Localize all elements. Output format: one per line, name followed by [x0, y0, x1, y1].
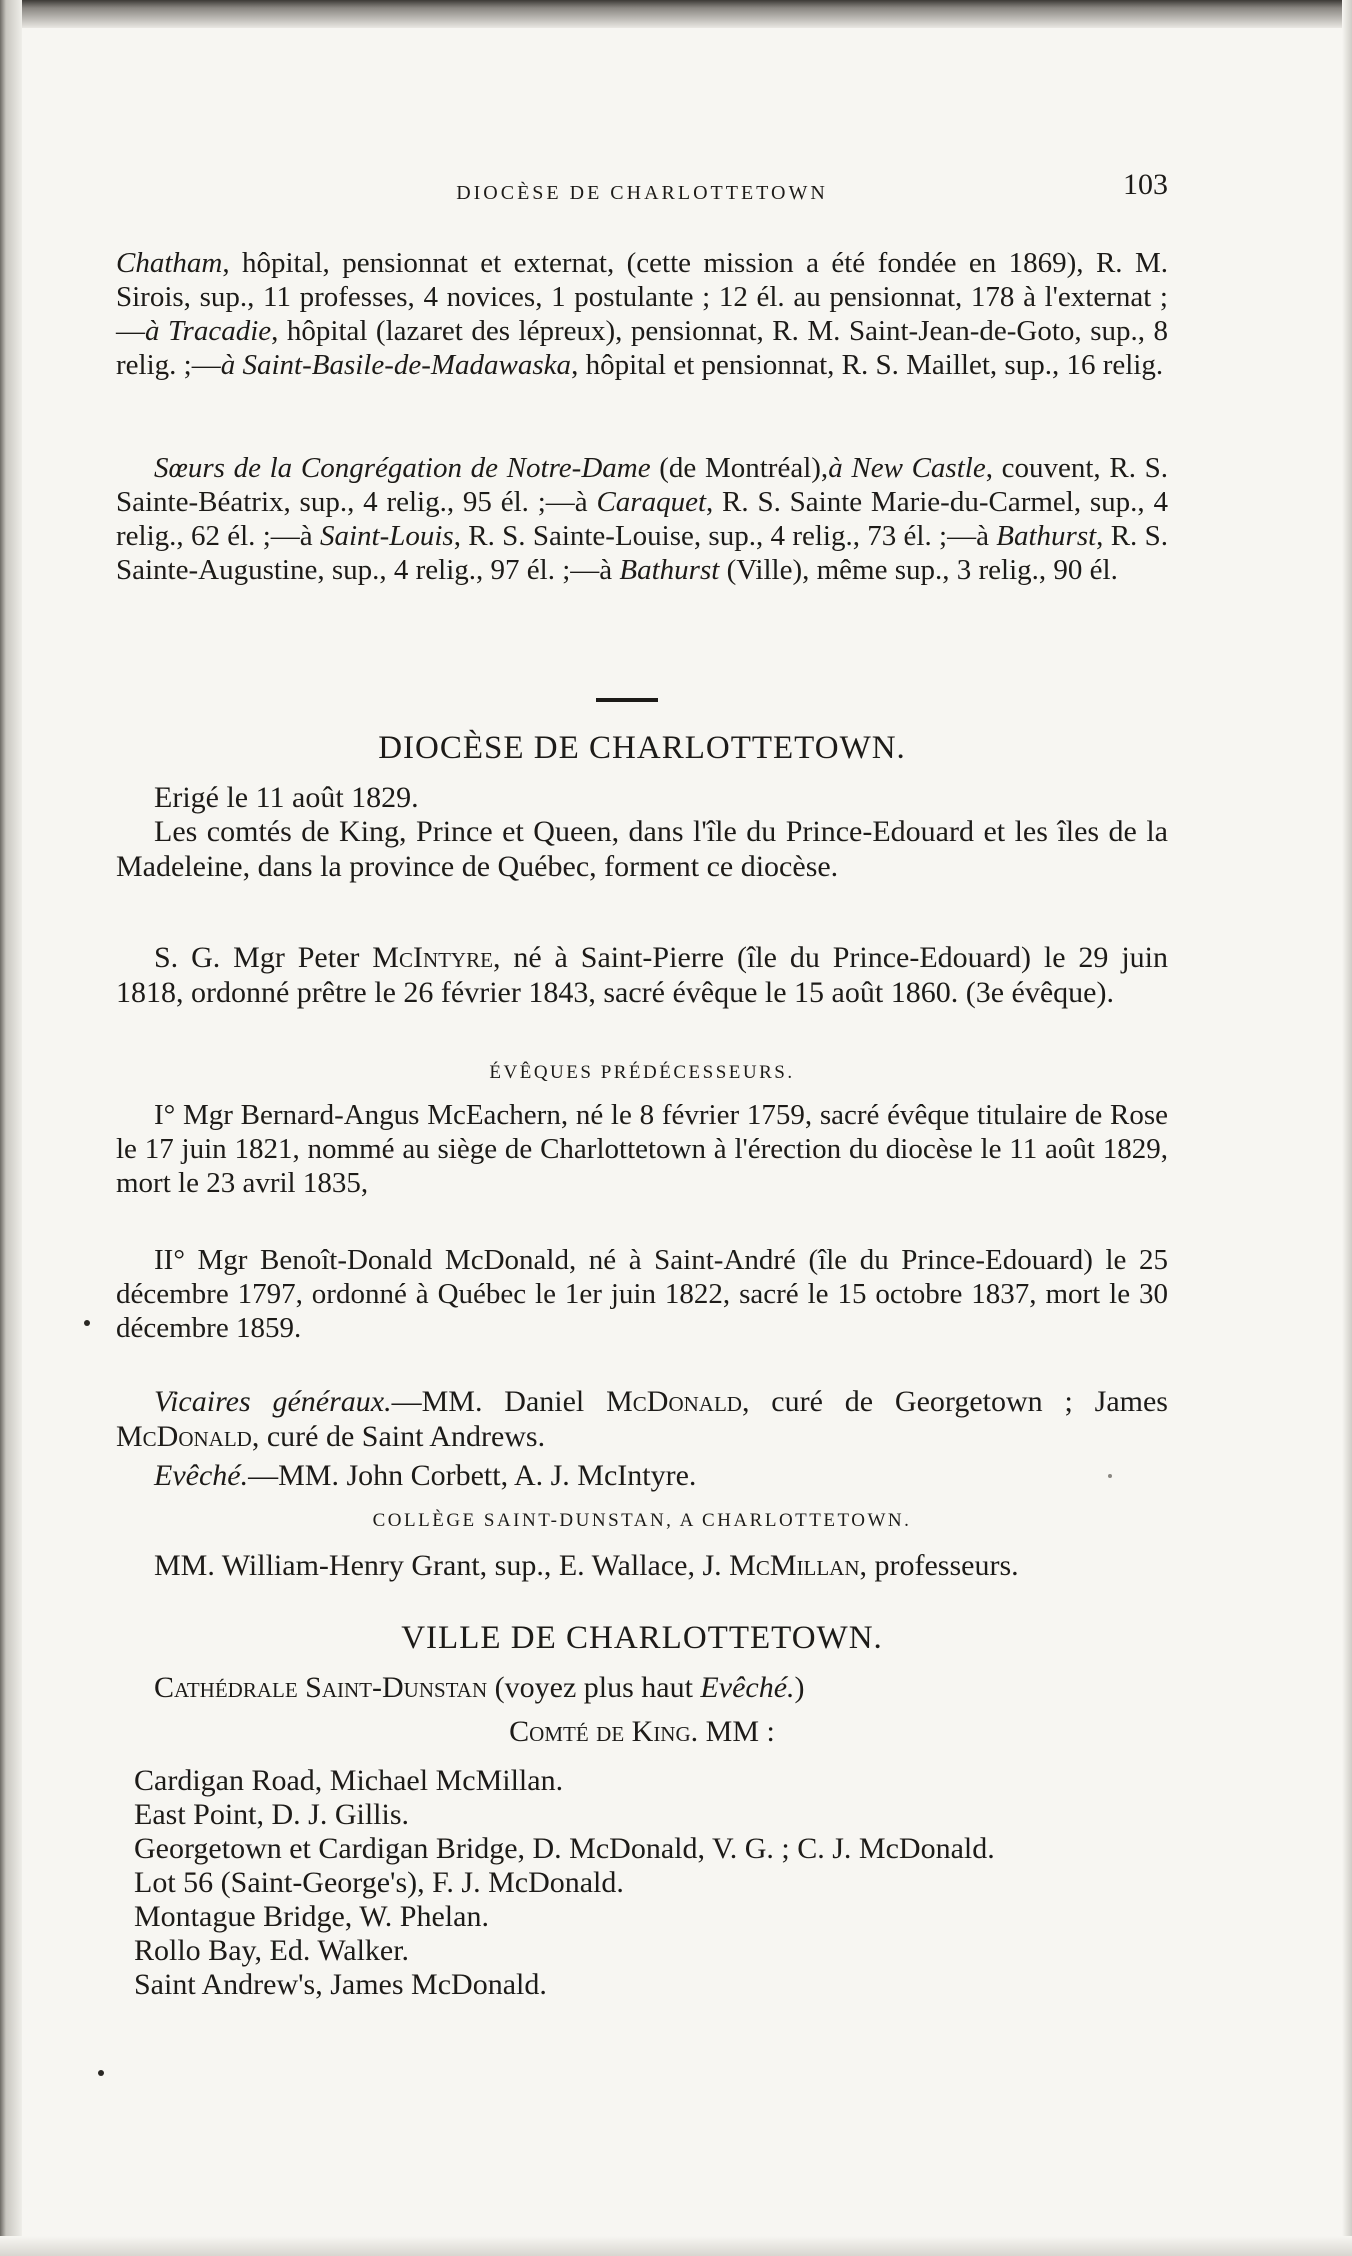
- cathedrale-close: ): [794, 1671, 805, 1704]
- soeurs-text-5: , R. S. Sainte-Augustine, sup., 4 relig., 97 él. ;—à: [116, 520, 1168, 586]
- eveque-name: McIntyre: [372, 941, 493, 974]
- college-heading: COLLÈGE SAINT-DUNSTAN, A CHARLOTTETOWN.: [372, 1510, 912, 1531]
- vicaires-text-2: , curé de Georgetown ; James: [741, 1385, 1168, 1418]
- predecesseurs-heading: ÉVÊQUES PRÉDÉCESSEURS.: [489, 1062, 795, 1083]
- soeurs-text-1: (de Montréal),: [650, 452, 829, 484]
- tracadie-place: à Tracadie: [145, 315, 272, 347]
- soeurs-text-6: (Ville), même sup., 3 relig., 90 él.: [719, 554, 1118, 586]
- page-right-edge: [1342, 0, 1352, 2256]
- comte-line: [116, 1714, 1168, 1749]
- margin-dot: [98, 2070, 104, 2076]
- cathedrale-line: [116, 1670, 1168, 1705]
- list-item: Montague Bridge, W. Phelan.: [134, 1900, 489, 1933]
- vicaires-text-1: —MM. Daniel: [391, 1385, 607, 1418]
- cathedrale-post: (voyez plus haut: [487, 1671, 701, 1704]
- page-binding-edge: [0, 0, 22, 2256]
- saint-basile-place: à Saint-Basile-de-Madawaska: [220, 349, 572, 381]
- comtes-paragraph: Les comtés de King, Prince et Queen, dans l'île du Prince-Edouard et les îles de la Madeleine, dans la province de Québec, forment ce diocèse.: [116, 815, 1168, 883]
- list-item: Georgetown et Cardigan Bridge, D. McDonald, V. G. ; C. J. McDonald.: [134, 1832, 995, 1865]
- college-text-1: MM. William-Henry Grant, sup., E. Wallace, J.: [154, 1549, 730, 1582]
- eveque-paragraph: [116, 940, 1168, 1010]
- page-number: 103: [1123, 168, 1168, 201]
- vicaires-label: Vicaires généraux.: [154, 1385, 392, 1418]
- eveque-post: , né à Saint-Pierre (île du Prince-Edouard) le 29 juin 1818, ordonné prêtre le 26 février 1843, sacré évêque le 15 août 1860. (3e évêque).: [116, 941, 1168, 1009]
- new-castle-place: à New Castle: [828, 452, 986, 484]
- eveche-text: —MM. John Corbett, A. J. McIntyre.: [248, 1459, 697, 1492]
- page-header: [116, 168, 1168, 208]
- chatham-text-3: , hôpital et pensionnat, R. S. Maillet, sup., 16 relig.: [571, 349, 1164, 381]
- eveque-pre: S. G. Mgr Peter: [154, 941, 373, 974]
- soeurs-text-3: , R. S. Sainte Marie-du-Carmel, sup., 4 relig., 62 él. ;—à: [116, 486, 1168, 552]
- bathurst-ville-place: Bathurst: [619, 554, 720, 586]
- vicaires-paragraph: [116, 1384, 1168, 1454]
- erige-date: Erigé le 11 août 1829.: [154, 781, 419, 814]
- comte-post: . MM :: [690, 1715, 775, 1748]
- soeurs-text-4: , R. S. Sainte-Louise, sup., 4 relig., 73 él. ;—à: [453, 520, 997, 552]
- predecesseur-second: II° Mgr Benoît-Donald McDonald, né à Saint-André (île du Prince-Edouard) le 25 décembre 1797, ordonné à Québec le 1er juin 1822, sacré le 15 octobre 1837, mort le 30 décembre 1859.: [116, 1244, 1168, 1344]
- congregation-name: Sœurs de la Congrégation de Notre-Dame: [154, 452, 651, 484]
- bathurst-place: Bathurst: [996, 520, 1097, 552]
- chatham-text-2: , hôpital (lazaret des lépreux), pensionnat, R. M. Saint-Jean-de-Goto, sup., 8 relig. ;—: [116, 315, 1168, 381]
- predecesseur-first: I° Mgr Bernard-Angus McEachern, né le 8 février 1759, sacré évêque titulaire de Rose le 17 juin 1821, nommé au siège de Charlottetown à l'érection du diocèse le 11 août 1829, mort le 23 avril 1835,: [116, 1099, 1168, 1199]
- vicaires-text-3: , curé de Saint Andrews.: [251, 1420, 546, 1453]
- chatham-paragraph: [116, 246, 1168, 382]
- margin-dot: [1108, 1474, 1112, 1478]
- list-item: Saint Andrew's, James McDonald.: [134, 1968, 547, 2001]
- soeurs-paragraph: [116, 451, 1168, 587]
- diocese-title: DIOCÈSE DE CHARLOTTETOWN.: [378, 730, 906, 766]
- list-item: Rollo Bay, Ed. Walker.: [134, 1934, 410, 1967]
- saint-louis-place: Saint-Louis: [319, 520, 454, 552]
- cathedrale-name: Cathédrale Saint-Dunstan: [154, 1671, 488, 1704]
- college-paragraph: [116, 1548, 1168, 1583]
- page-top-edge: [0, 0, 1352, 28]
- margin-dot: [84, 1320, 90, 1326]
- caraquet-place: Caraquet: [596, 486, 706, 518]
- list-item: Lot 56 (Saint-George's), F. J. McDonald.: [134, 1866, 624, 1899]
- comte-name: Comté de King: [509, 1715, 691, 1748]
- running-head: DIOCÈSE DE CHARLOTTETOWN: [456, 182, 828, 204]
- vicaire-name-2: McDonald: [116, 1420, 252, 1453]
- ville-title: VILLE DE CHARLOTTETOWN.: [401, 1620, 883, 1656]
- cathedrale-ref: Evêché.: [700, 1671, 795, 1704]
- parish-list: [134, 1764, 1168, 2002]
- soeurs-text-2: , couvent, R. S. Sainte-Béatrix, sup., 4 relig., 95 él. ;—à: [116, 452, 1168, 518]
- list-item: East Point, D. J. Gillis.: [134, 1798, 410, 1831]
- chatham-place: Chatham: [116, 247, 223, 279]
- college-name: McMillan: [729, 1549, 860, 1582]
- chatham-text-1: , hôpital, pensionnat et externat, (cette mission a été fondée en 1869), R. M. Sirois, sup., 11 professes, 4 novices, 1 postulante ; 12 él. au pensionnat, 178 à l'externat ;—: [116, 247, 1168, 347]
- eveche-label: Evêché.: [154, 1459, 249, 1492]
- section-rule: [596, 698, 658, 702]
- page-bottom-edge: [0, 2236, 1352, 2256]
- eveche-paragraph: [116, 1458, 1168, 1493]
- vicaire-name-1: McDonald: [606, 1385, 742, 1418]
- list-item: Cardigan Road, Michael McMillan.: [134, 1764, 564, 1797]
- college-text-2: , professeurs.: [859, 1549, 1019, 1582]
